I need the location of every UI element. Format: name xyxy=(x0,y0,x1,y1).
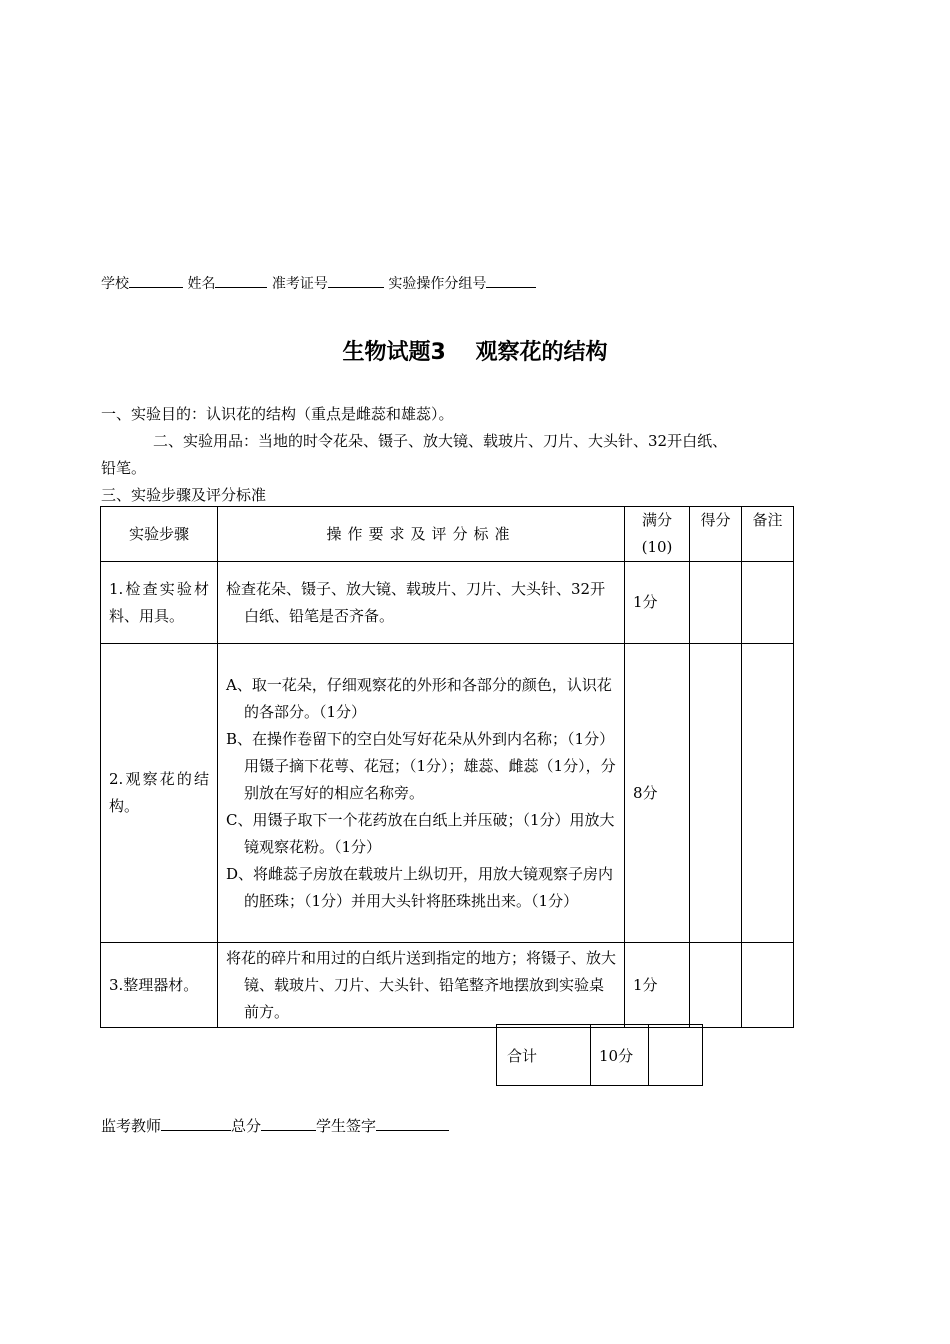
note-cell[interactable] xyxy=(742,644,794,943)
student-sign-label: 学生签字 xyxy=(316,1117,377,1135)
teacher-blank[interactable] xyxy=(161,1116,231,1131)
total-table xyxy=(496,1024,703,1086)
teacher-label: 监考教师 xyxy=(101,1117,162,1135)
score-cell[interactable] xyxy=(690,644,742,943)
header-note: 备注 xyxy=(742,507,794,562)
header-full-score-total: (10) xyxy=(641,538,673,556)
total-label: 合计 xyxy=(497,1025,591,1086)
group-blank[interactable] xyxy=(486,273,536,288)
purpose-paragraph: 一、实验目的：认识花的结构（重点是雌蕊和雄蕊）。 xyxy=(101,405,454,423)
scoring-table xyxy=(100,506,794,1028)
exam-id-label: 准考证号 xyxy=(271,276,328,292)
full-score-cell: 1分 xyxy=(625,562,690,644)
total-label-footer: 总分 xyxy=(231,1117,262,1135)
school-blank[interactable] xyxy=(129,273,183,288)
step-cell: 2.观察花的结构。 xyxy=(101,644,218,943)
table-row xyxy=(101,644,794,943)
header-criteria: 操作要求及评分标准 xyxy=(218,507,625,562)
exam-info-line xyxy=(101,273,536,293)
note-cell[interactable] xyxy=(742,943,794,1028)
total-row xyxy=(497,1025,703,1086)
materials-paragraph xyxy=(101,428,801,482)
note-cell[interactable] xyxy=(742,562,794,644)
materials-line1: 二、实验用品：当地的时令花朵、镊子、放大镜、载玻片、刀片、大头针、32开白纸、 xyxy=(153,432,728,450)
step-cell: 1.检查实验材料、用具。 xyxy=(101,562,218,644)
header-score: 得分 xyxy=(690,507,742,562)
total-blank[interactable] xyxy=(261,1116,316,1131)
school-label: 学校 xyxy=(101,276,129,292)
header-step: 实验步骤 xyxy=(101,507,218,562)
total-score-cell[interactable] xyxy=(649,1025,703,1086)
student-sign-blank[interactable] xyxy=(376,1116,449,1131)
name-label: 姓名 xyxy=(187,276,216,292)
table-row xyxy=(101,562,794,644)
criteria-item-d: D、将雌蕊子房放在载玻片上纵切开，用放大镜观察子房内的胚珠；（1分）并用大头针将胚珠挑出来。（1分） xyxy=(226,864,614,910)
materials-line2: 铅笔。 xyxy=(101,459,147,477)
steps-heading: 三、实验步骤及评分标准 xyxy=(101,486,267,504)
criteria-item-c: C、用镊子取下一个花药放在白纸上并压破；（1分）用放大镜观察花粉。（1分） xyxy=(226,810,615,856)
page-title xyxy=(0,335,950,366)
criteria-item: 检查花朵、镊子、放大镜、载玻片、刀片、大头针、32开白纸、铅笔是否齐备。 xyxy=(226,579,606,625)
step-cell: 3.整理器材。 xyxy=(101,943,218,1028)
group-label: 实验操作分组号 xyxy=(388,276,487,292)
header-full-score-label: 满分 xyxy=(641,511,672,529)
table-row xyxy=(101,943,794,1028)
title-part1: 生物试题3 xyxy=(342,340,446,365)
signature-line xyxy=(101,1115,449,1136)
criteria-item-b: B、在操作卷留下的空白处写好花朵从外到内名称；（1分）用镊子摘下花萼、花冠；（1分）；雄蕊、雌蕊（1分），分别放在写好的相应名称旁。 xyxy=(226,729,616,802)
header-full-score xyxy=(625,507,690,562)
criteria-item-a: A、取一花朵，仔细观察花的外形和各部分的颜色，认识花的各部分。（1分） xyxy=(226,675,612,721)
score-cell[interactable] xyxy=(690,943,742,1028)
exam-id-blank[interactable] xyxy=(328,273,384,288)
criteria-cell xyxy=(218,644,625,943)
table-header-row xyxy=(101,507,794,562)
criteria-cell xyxy=(218,562,625,644)
full-score-cell: 1分 xyxy=(625,943,690,1028)
criteria-item: 将花的碎片和用过的白纸片送到指定的地方；将镊子、放大镜、载玻片、刀片、大头针、铅笔整齐地摆放到实验桌前方。 xyxy=(226,948,617,1021)
full-score-cell: 8分 xyxy=(625,644,690,943)
criteria-cell xyxy=(218,943,625,1028)
name-blank[interactable] xyxy=(215,273,267,288)
total-value: 10分 xyxy=(591,1025,649,1086)
title-part2: 观察花的结构 xyxy=(475,340,608,365)
score-cell[interactable] xyxy=(690,562,742,644)
